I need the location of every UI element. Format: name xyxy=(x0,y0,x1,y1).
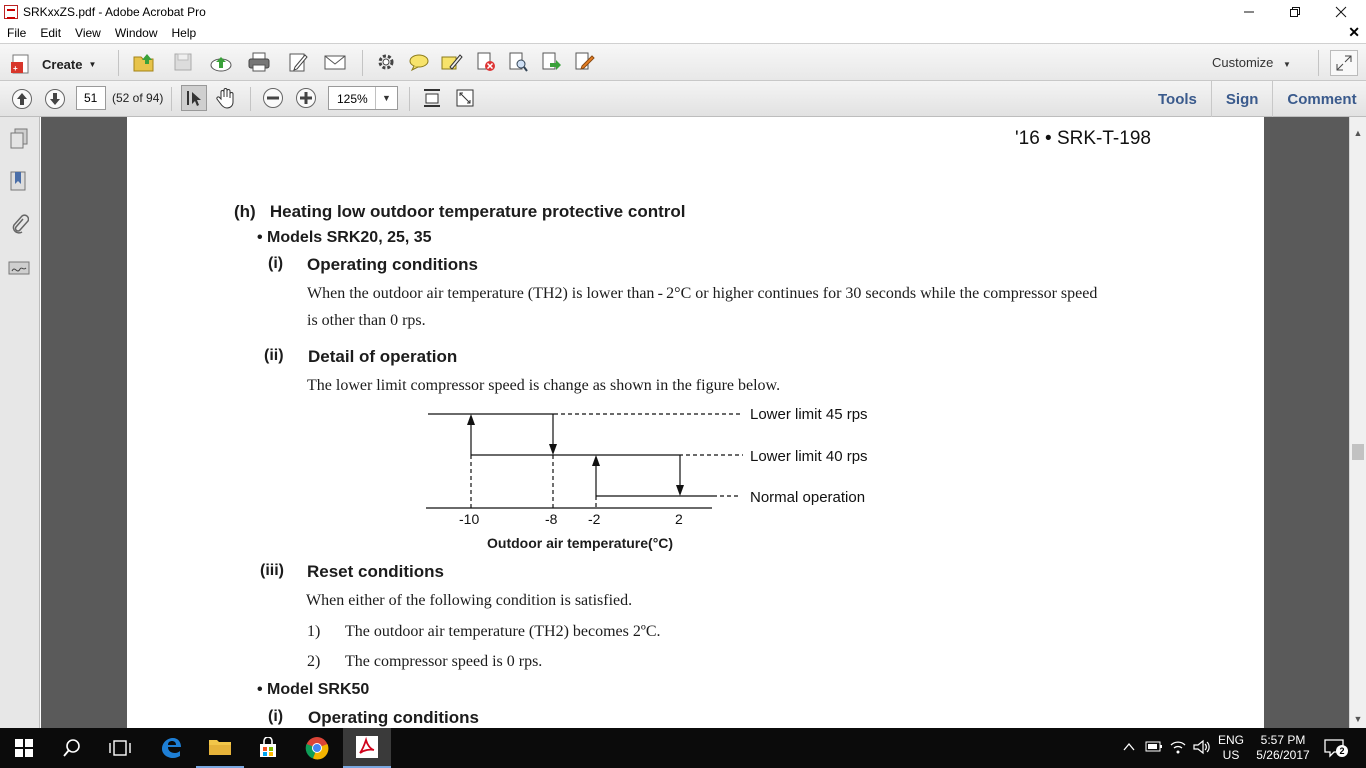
clock-time: 5:57 PM xyxy=(1260,733,1306,747)
taskbar xyxy=(0,728,1366,768)
clock[interactable] xyxy=(1250,733,1316,763)
close-window-button[interactable] xyxy=(1318,0,1364,23)
hand-tool-icon[interactable] xyxy=(213,85,239,111)
fit-page-icon[interactable] xyxy=(419,85,445,111)
open-icon[interactable] xyxy=(131,49,157,75)
subsection-number: (ii) xyxy=(264,347,284,364)
subsection-number: (iii) xyxy=(260,562,284,579)
scroll-down-icon[interactable]: ▼ xyxy=(1353,714,1363,724)
tab-comment[interactable]: Comment xyxy=(1272,81,1366,117)
print-icon[interactable] xyxy=(246,49,272,75)
comment-bubble-icon[interactable] xyxy=(406,49,432,75)
search-icon[interactable] xyxy=(48,728,96,768)
close-document-icon[interactable]: ✕ xyxy=(1348,24,1360,40)
scroll-thumb[interactable] xyxy=(1352,444,1364,460)
models-heading: • Model SRK50 xyxy=(257,681,370,698)
hysteresis-figure xyxy=(417,402,887,542)
menu-edit[interactable]: Edit xyxy=(40,26,62,40)
customize-menu[interactable]: Customize ▼ xyxy=(1212,55,1291,70)
tab-sign[interactable]: Sign xyxy=(1211,81,1273,117)
highlight-icon[interactable] xyxy=(439,49,465,75)
wifi-icon[interactable] xyxy=(1169,738,1187,761)
list-number: 1) xyxy=(307,623,321,640)
edit-document-icon[interactable] xyxy=(285,49,311,75)
task-view-icon[interactable] xyxy=(96,728,144,768)
language-code: ENG xyxy=(1217,733,1244,747)
navigation-pane xyxy=(0,117,40,728)
select-tool-icon[interactable] xyxy=(181,85,207,111)
acrobat-taskbar-icon[interactable] xyxy=(343,728,391,768)
document-viewer[interactable] xyxy=(41,117,1349,728)
list-number: 2) xyxy=(307,653,321,670)
language-indicator[interactable] xyxy=(1216,733,1246,763)
signatures-icon[interactable] xyxy=(8,255,30,279)
delete-page-icon[interactable] xyxy=(473,49,499,75)
find-page-icon[interactable] xyxy=(505,49,531,75)
page-thumbnails-icon[interactable] xyxy=(8,127,30,151)
create-pdf-icon xyxy=(10,53,34,75)
create-label: Create xyxy=(42,56,83,72)
menu-view[interactable]: View xyxy=(75,26,101,40)
zoom-in-icon[interactable] xyxy=(293,85,319,111)
figure-axis-label: Outdoor air temperature(°C) xyxy=(487,535,674,551)
settings-gear-icon[interactable] xyxy=(373,49,399,75)
edit-pdf-icon[interactable] xyxy=(571,49,597,75)
volume-icon[interactable] xyxy=(1192,738,1212,761)
list-item: The compressor speed is 0 rps. xyxy=(345,653,543,670)
full-screen-icon[interactable] xyxy=(452,85,478,111)
battery-icon[interactable] xyxy=(1145,739,1163,760)
restore-button[interactable] xyxy=(1272,0,1318,23)
chrome-icon[interactable] xyxy=(293,728,341,768)
up-arrow-icon xyxy=(592,455,600,466)
paragraph: When the outdoor air temperature (TH2) is lower than - 2°C or higher continues for 30 seconds while the compressor speed xyxy=(307,285,1098,302)
subsection-title: Detail of operation xyxy=(308,347,458,366)
right-tabs xyxy=(1144,81,1366,117)
tick-label: -2 xyxy=(588,511,601,527)
tab-tools[interactable]: Tools xyxy=(1158,90,1197,108)
expand-icon[interactable] xyxy=(1330,50,1358,76)
menu-file[interactable]: File xyxy=(7,26,27,40)
window-title: SRKxxZS.pdf - Adobe Acrobat Pro xyxy=(23,4,206,19)
attachments-icon[interactable] xyxy=(8,212,30,236)
subsection-number: (i) xyxy=(268,708,284,725)
page-number-input[interactable]: 51 xyxy=(76,86,106,110)
save-icon[interactable] xyxy=(170,49,196,75)
chevron-down-icon: ▼ xyxy=(1283,60,1291,69)
clock-date: 5/26/2017 xyxy=(1256,748,1310,762)
models-heading: • Models SRK20, 25, 35 xyxy=(257,229,432,246)
notifications-icon[interactable] xyxy=(1324,738,1346,758)
main-toolbar xyxy=(0,43,1366,81)
show-hidden-icons-icon[interactable] xyxy=(1122,740,1136,759)
region-code: US xyxy=(1222,748,1240,762)
paragraph: The lower limit compressor speed is change as shown in the figure below. xyxy=(307,377,781,394)
zoom-out-icon[interactable] xyxy=(260,85,286,111)
create-button[interactable] xyxy=(10,51,96,77)
upload-cloud-icon[interactable] xyxy=(208,49,234,75)
store-icon[interactable] xyxy=(244,728,292,768)
label-lower-limit-45: Lower limit 45 rps xyxy=(750,406,868,423)
file-explorer-icon[interactable] xyxy=(196,728,244,768)
menu-bar xyxy=(0,23,1366,43)
chevron-down-icon: ▼ xyxy=(88,59,97,69)
paragraph: When either of the following condition is satisfied. xyxy=(306,592,633,609)
svg-text:+: + xyxy=(13,64,18,73)
tick-label: 2 xyxy=(675,511,683,527)
previous-page-icon[interactable] xyxy=(9,86,35,112)
down-arrow-icon xyxy=(676,485,684,496)
subsection-number: (i) xyxy=(268,255,284,272)
next-page-icon[interactable] xyxy=(42,86,68,112)
label-lower-limit-40: Lower limit 40 rps xyxy=(750,448,868,465)
bookmarks-icon[interactable] xyxy=(8,169,30,193)
page-header: '16 • SRK-T-198 xyxy=(1015,128,1151,149)
zoom-value: 125% xyxy=(337,92,368,106)
scroll-up-icon[interactable]: ▲ xyxy=(1353,128,1363,138)
zoom-select[interactable] xyxy=(328,86,398,110)
email-icon[interactable] xyxy=(322,49,348,75)
acrobat-icon xyxy=(4,5,18,19)
page-count: (52 of 94) xyxy=(112,91,164,105)
title-bar xyxy=(0,0,1366,23)
subsection-title: Reset conditions xyxy=(307,562,444,581)
start-windows-icon[interactable] xyxy=(0,728,48,768)
vertical-scrollbar[interactable] xyxy=(1349,117,1366,728)
menu-window[interactable]: Window xyxy=(114,26,158,40)
tick-label: -8 xyxy=(545,511,558,527)
subsection-title: Operating conditions xyxy=(308,708,479,727)
up-arrow-icon xyxy=(467,414,475,425)
list-item: The outdoor air temperature (TH2) becomes 2ºC. xyxy=(345,623,661,640)
edge-browser-icon[interactable] xyxy=(147,728,195,768)
subsection-title: Operating conditions xyxy=(307,255,478,274)
pdf-page xyxy=(127,117,1264,728)
tick-label: -10 xyxy=(459,511,480,527)
export-page-icon[interactable] xyxy=(538,49,564,75)
section-heading: (h) Heating low outdoor temperature protective control xyxy=(234,202,686,221)
paragraph: is other than 0 rps. xyxy=(307,312,426,329)
down-arrow-icon xyxy=(549,444,557,455)
minimize-button[interactable] xyxy=(1226,0,1272,23)
label-normal-operation: Normal operation xyxy=(750,489,866,506)
chevron-down-icon[interactable]: ▼ xyxy=(375,87,397,109)
notification-count: 2 xyxy=(1336,745,1348,757)
menu-help[interactable]: Help xyxy=(171,26,197,40)
